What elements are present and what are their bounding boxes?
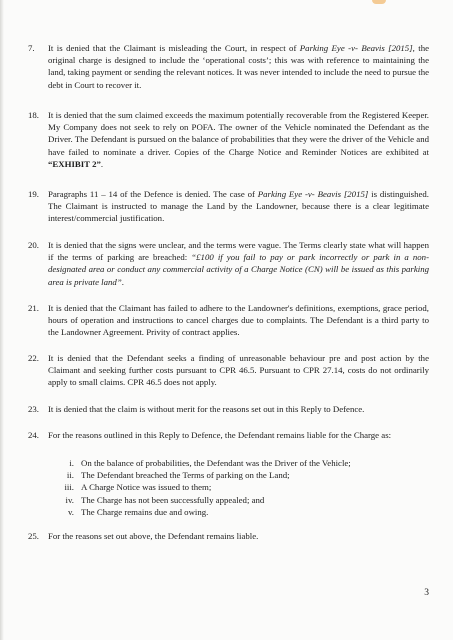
paragraph-23	[28, 403, 429, 415]
paragraph-number: 25.	[28, 531, 39, 541]
list-item-number: v.	[67, 506, 74, 517]
list-item	[56, 494, 429, 506]
paragraph-21	[28, 302, 429, 339]
list-item-text: On the balance of probabilities, the Defendant was the Driver of the Vehicle;	[81, 458, 351, 468]
scan-mark	[372, 0, 386, 4]
list-item-number: iv.	[65, 494, 74, 505]
paragraph-number: 21.	[28, 303, 39, 313]
list-item-number: iii.	[64, 482, 74, 493]
paragraph-18	[28, 109, 429, 170]
list-item	[56, 457, 429, 469]
paragraph-20	[28, 239, 429, 288]
paragraph-text: It is denied that the claim is without merit for the reasons set out in this Reply to Defence.	[48, 404, 365, 414]
paragraph-number: 22.	[28, 353, 39, 363]
paragraph-number: 18.	[28, 110, 39, 120]
paragraph-17	[28, 42, 429, 91]
list-item-text: The Charge remains due and owing.	[81, 506, 209, 517]
page-number: 3	[424, 588, 429, 598]
list-item-text: The Defendant breached the Terms of parking on the Land;	[81, 470, 290, 481]
charge-reasons-list	[56, 457, 429, 518]
paragraph-text: It is denied that the signs were unclear, and the terms were vague. The Terms clearly state what will happen if the terms of parking are breached: “£100 if you fail to pay or park incorrectly or park in a non-designated area or conduct any commercial activity of a Charge Notice (CN) will be issued as this parking area is private land”.	[48, 240, 430, 287]
paragraph-text: It is denied that the sum claimed exceeds the maximum potentially recoverable from the Registered Keeper. My Company does not seek to rely on POFA. The owner of the Vehicle nominated the Defendant as the Driver. The Defendant is pursued on the balance of probabilities that they were the driver of the Vehicle and have failed to nominate a driver. Copies of the Charge Notice and Reminder Notices are exhibited at “EXHIBIT 2”.	[48, 110, 429, 169]
list-item-number: i.	[69, 458, 74, 468]
paragraph-19	[28, 188, 429, 225]
paragraph-number: 20.	[28, 240, 39, 250]
paragraph-text: It is denied that the Claimant has failed to adhere to the Landowner's definitions, exemptions, grace period, hours of operation and instructions to cancel charges due to complaints. The Defendant is a third party to the Landowner Agreement. Privity of contract applies.	[48, 303, 429, 338]
paragraph-text: It is denied that the Defendant seeks a finding of unreasonable behaviour pre and post action by the Claimant and seeking further costs pursuant to CPR 46.5. Pursuant to CPR 27.14, costs do not ordinarily apply to small claims. CPR 46.5 does not apply.	[48, 353, 429, 388]
paragraph-number: 23.	[28, 404, 39, 414]
paragraph-number: 24.	[28, 430, 39, 440]
paragraph-24	[28, 429, 429, 441]
list-item-text: A Charge Notice was issued to them;	[81, 482, 212, 493]
paragraph-number: 19.	[28, 189, 39, 199]
paragraph-text: Paragraphs 11 – 14 of the Defence is denied. The case of Parking Eye -v- Beavis [2015] is distinguished. The Claimant is instructed to manage the Land by the Landowner, because there is a clear legitimate interest/commercial justification.	[48, 189, 429, 224]
list-item-text: The Charge has not been successfully appealed; and	[81, 494, 265, 505]
paragraph-text: For the reasons set out above, the Defendant remains liable.	[48, 531, 259, 541]
paragraph-25	[28, 530, 429, 542]
paragraph-number: 7.	[28, 43, 35, 53]
list-item-number: ii.	[66, 470, 74, 481]
paragraph-text: It is denied that the Claimant is misleading the Court, in respect of Parking Eye -v- Beavis [2015], the original charge is designed to include the ‘operational costs’; this was with reference to maintaining the land, taking payment or sending the relevant notices. It was never intended to include the need to pursue the debt in Court to recover it.	[48, 43, 430, 90]
scan-shadow	[0, 0, 4, 640]
list-item	[56, 469, 429, 481]
list-item	[56, 481, 429, 493]
list-item	[56, 506, 429, 518]
paragraph-text: For the reasons outlined in this Reply to Defence, the Defendant remains liable for the Charge as:	[48, 430, 392, 440]
paragraph-22	[28, 352, 429, 389]
